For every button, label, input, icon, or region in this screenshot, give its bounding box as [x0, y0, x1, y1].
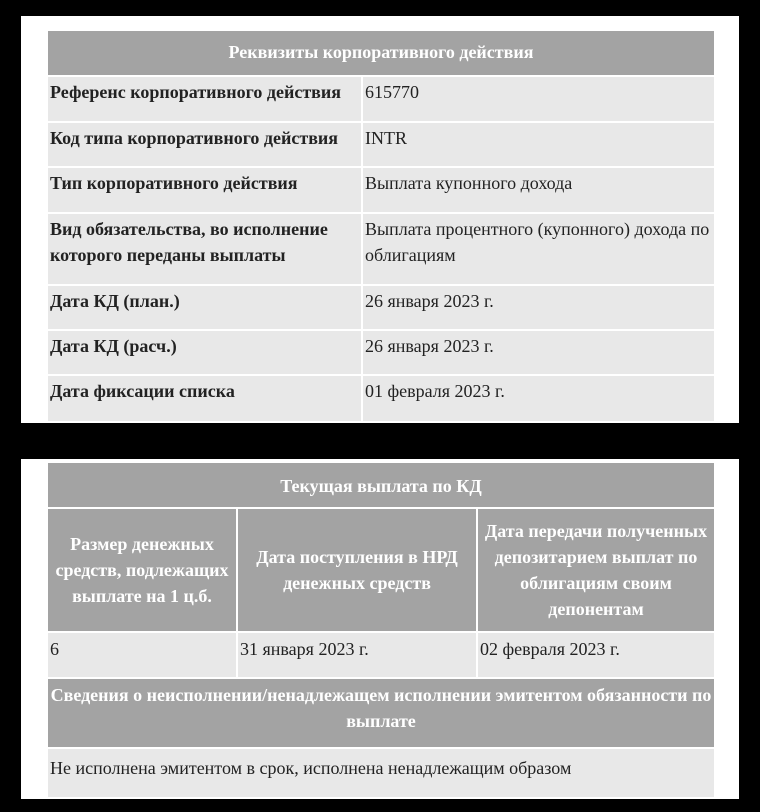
current-payment-header: Текущая выплата по КД [48, 463, 714, 509]
row-label: Дата КД (план.) [48, 286, 363, 329]
non-performance-text: Не исполнена эмитентом в срок, исполнена ненадлежащим образом [48, 749, 714, 797]
table-row [48, 633, 714, 679]
row-label: Референс корпоративного действия [48, 77, 363, 121]
current-payment-table [48, 463, 714, 797]
table-row [48, 331, 714, 376]
row-label: Дата КД (расч.) [48, 331, 363, 374]
table-row [48, 77, 714, 123]
row-label: Код типа корпоративного действия [48, 123, 363, 166]
table-row [48, 286, 714, 331]
table-row [48, 214, 714, 286]
row-label: Вид обязательства, во исполнение которого переданы выплаты [48, 214, 363, 284]
non-performance-header: Сведения о неисполнении/ненадлежащем исполнении эмитентом обязанности по выплате [48, 679, 714, 749]
row-value: 26 января 2023 г. [365, 336, 494, 356]
corporate-action-panel [21, 16, 739, 423]
row-value: Выплата процентного (купонного) дохода по облигациям [365, 219, 710, 265]
table-row [48, 376, 714, 421]
receipt-date-value: 31 января 2023 г. [238, 633, 478, 677]
current-payment-panel [21, 459, 739, 799]
corporate-action-table [48, 31, 714, 421]
row-value: 01 февраля 2023 г. [365, 381, 505, 401]
row-value: INTR [365, 128, 407, 148]
transfer-date-value: 02 февраля 2023 г. [480, 639, 620, 659]
column-header-receipt-date: Дата поступления в НРД денежных средств [238, 509, 478, 631]
table-row [48, 168, 714, 214]
column-headers [48, 509, 714, 633]
column-header-transfer-date: Дата передачи полученных депозитарием выплат по облигациям своим депонентам [484, 521, 708, 619]
table-row [48, 123, 714, 168]
row-label: Дата фиксации списка [48, 376, 363, 421]
row-value: 26 января 2023 г. [365, 291, 494, 311]
row-value: Выплата купонного дохода [365, 173, 573, 193]
amount-value: 6 [48, 633, 238, 677]
column-header-amount: Размер денежных средств, подлежащих выплате на 1 ц.б. [48, 509, 238, 631]
corporate-action-header: Реквизиты корпоративного действия [48, 31, 714, 77]
row-label: Тип корпоративного действия [48, 168, 363, 212]
row-value: 615770 [365, 82, 419, 102]
